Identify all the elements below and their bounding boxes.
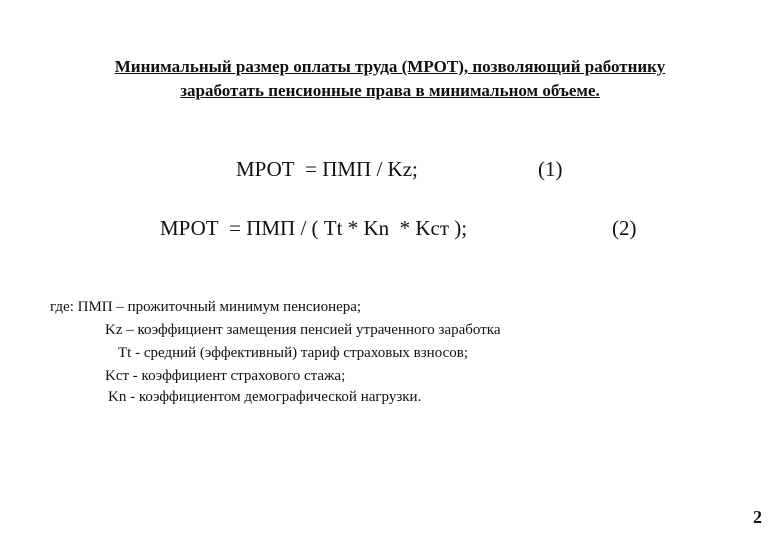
legend-line-1: где: ПМП – прожиточный минимум пенсионера; (50, 299, 362, 315)
document-title (40, 55, 740, 103)
formula-2-number: (2) (612, 216, 637, 240)
formula-2-expression: МРОТ = ПМП / ( Tt * Kn * Kст ); (160, 216, 468, 240)
formula-1-expression: МРОТ = ПМП / Kz; (236, 157, 418, 181)
page-number: 2 (753, 507, 762, 527)
title-line-2: заработать пенсионные права в минимальном объеме. (180, 81, 600, 100)
legend-line-3: Tt - средний (эффективный) тариф страховых взносов; (118, 345, 468, 361)
title-line-1: Минимальный размер оплаты труда (МРОТ), позволяющий работнику (114, 57, 666, 76)
formula-1-number: (1) (538, 157, 563, 181)
legend-line-5: Kn - коэффициентом демографической нагрузки. (108, 389, 422, 405)
legend-line-4: Kст - коэффициент страхового стажа; (105, 368, 346, 384)
legend-line-2: Kz – коэффициент замещения пенсией утраченного заработка (105, 322, 501, 338)
